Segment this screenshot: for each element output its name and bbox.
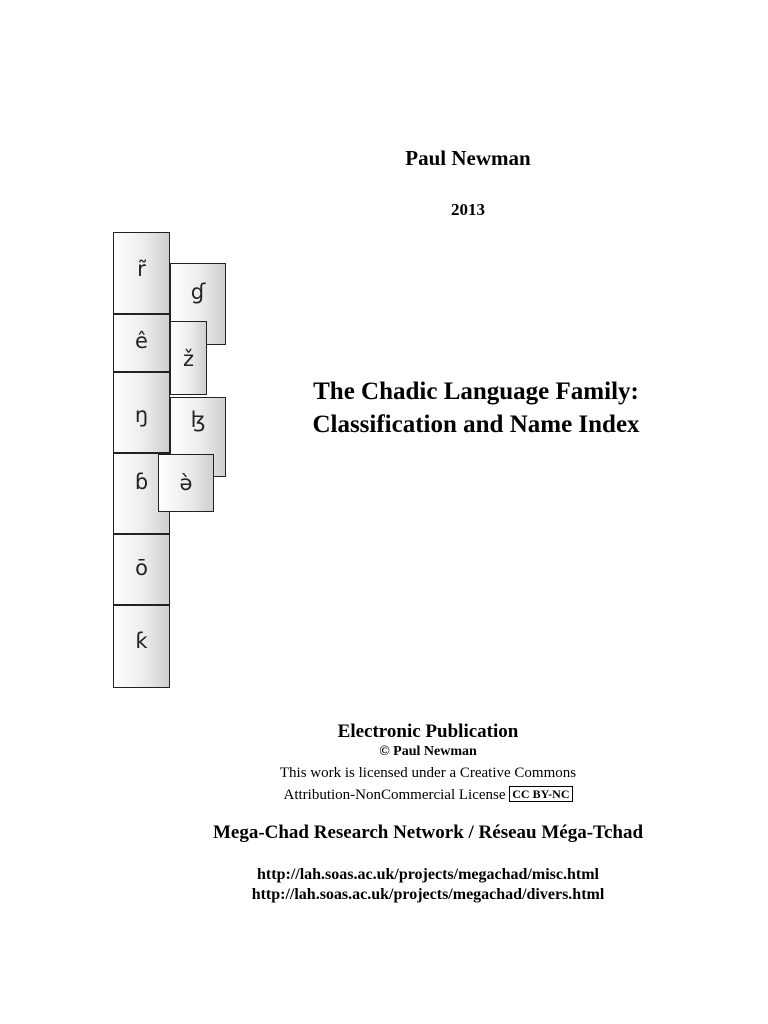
publication-year: 2013 <box>451 200 485 219</box>
license-name: Attribution-NonCommercial License <box>283 787 506 803</box>
tile-g-hook: ɠ <box>170 263 226 345</box>
url-divers: http://lah.soas.ac.uk/projects/megachad/divers.html <box>251 886 605 903</box>
tile-o-macron: ō <box>113 534 170 605</box>
cc-license-badge: CC BY-NC <box>509 786 572 802</box>
tile-k-hook: ƙ <box>113 605 170 688</box>
publication-label: Electronic Publication <box>337 721 519 742</box>
tile-eng: ŋ <box>113 372 170 453</box>
url-misc: http://lah.soas.ac.uk/projects/megachad/misc.html <box>257 866 599 883</box>
license-text-line-1: This work is licensed under a Creative Commons <box>279 765 577 781</box>
title-line-1: The Chadic Language Family: <box>313 378 639 405</box>
copyright-notice: © Paul Newman <box>379 744 477 759</box>
research-network: Mega-Chad Research Network / Réseau Méga-Tchad <box>212 822 644 843</box>
tile-e-circumflex: ê <box>113 314 170 372</box>
author-name: Paul Newman <box>405 146 531 170</box>
tile-schwa-grave: ə̀ <box>158 454 214 512</box>
tile-lezh: ɮ <box>170 397 226 477</box>
tile-r-tilde: r̃ <box>113 232 170 314</box>
document-title <box>266 375 686 441</box>
license-text-line-2 <box>208 786 648 804</box>
tile-z-caron: ž <box>170 321 207 395</box>
title-line-2: Classification and Name Index <box>312 411 640 438</box>
tile-b-hook: ɓ <box>113 453 170 534</box>
